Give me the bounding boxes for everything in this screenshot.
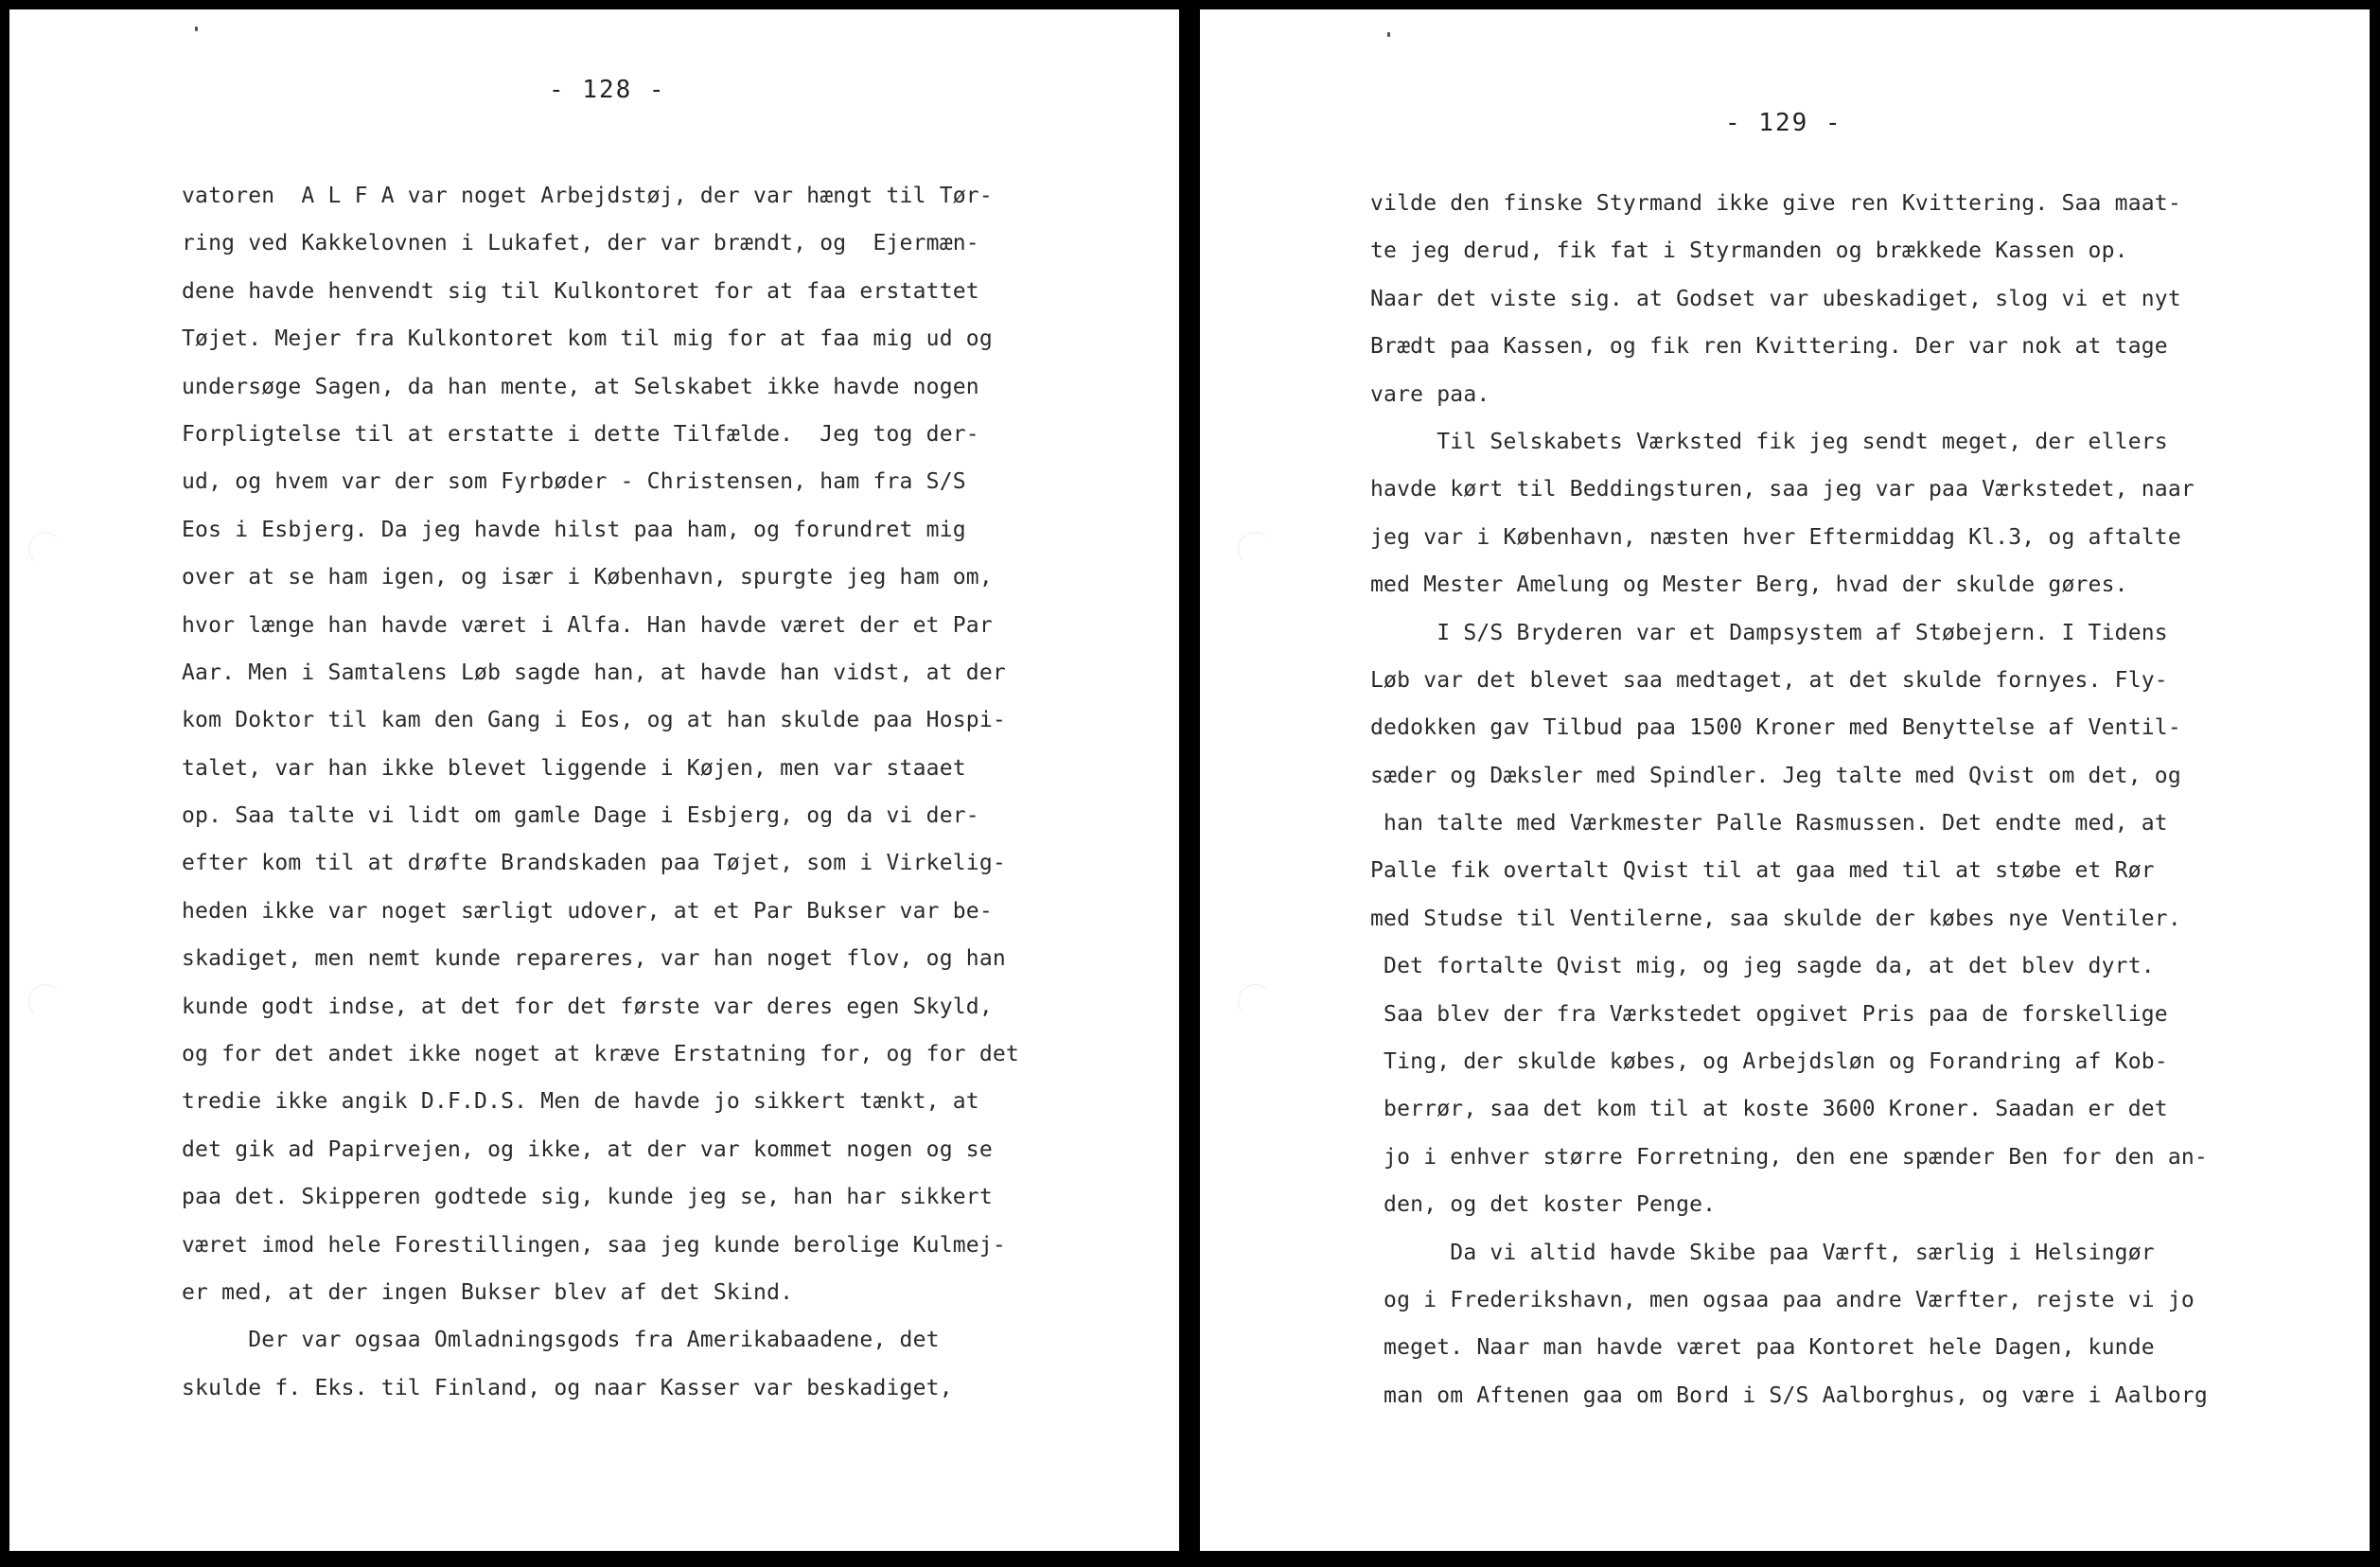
text-line: Ting, der skulde købes, og Arbejdsløn og Forandring af Kob- [1370,1049,2168,1075]
text-line: man om Aftenen gaa om Bord i S/S Aalborghus, og være i Aalborg [1370,1382,2208,1408]
typed-text-block [182,172,1019,1412]
punch-hole-mark [28,984,62,1018]
text-line: Palle fik overtalt Qvist til at gaa med til at støbe et Rør [1370,858,2155,884]
text-line: den, og det koster Penge. [1370,1192,1717,1218]
text-line: tredie ikke angik D.F.D.S. Men de havde jo sikkert tænkt, at [182,1089,979,1115]
text-line: og for det andet ikke noget at kræve Erstatning for, og for det [182,1042,1019,1067]
text-line: Saa blev der fra Værkstedet opgivet Pris paa de forskellige [1370,1001,2168,1027]
text-line: Tøjet. Mejer fra Kulkontoret kom til mig for at faa mig ud og [182,326,993,352]
text-line: paa det. Skipperen godtede sig, kunde jeg se, han har sikkert [182,1185,993,1210]
text-line: vare paa. [1370,381,1490,407]
text-line: Da vi altid havde Skibe paa Værft, særlig i Helsingør [1370,1240,2155,1265]
text-line: Til Selskabets Værksted fik jeg sendt meget, der ellers [1370,429,2168,454]
text-line: meget. Naar man havde været paa Kontoret hele Dagen, kunde [1370,1335,2155,1361]
text-line: talet, var han ikke blevet liggende i Køjen, men var staaet [182,755,966,781]
text-line: skulde f. Eks. til Finland, og naar Kasser var beskadiget, [182,1375,953,1400]
text-line: I S/S Bryderen var et Dampsystem af Støbejern. I Tidens [1370,620,2168,645]
text-line: te jeg derud, fik fat i Styrmanden og brækkede Kassen op. [1370,238,2128,264]
ink-speck [195,26,198,31]
text-line: jeg var i København, næsten hver Eftermiddag Kl.3, og aftalte [1370,524,2181,550]
typed-text-block [1370,180,2208,1419]
text-line: Aar. Men i Samtalens Løb sagde han, at havde han vidst, at der [182,660,1006,685]
page-number-text: - 12 [549,76,616,104]
page-number-text-overstrike: 8 - [615,76,666,104]
punch-hole-mark [1238,984,1272,1018]
text-line: vatoren A L F A var noget Arbejdstøj, der var hængt til Tør- [182,184,993,208]
text-line: kunde godt indse, at det for det første var deres egen Skyld, [182,994,993,1019]
text-line: op. Saa talte vi lidt om gamle Dage i Esbjerg, og da vi der- [182,803,979,829]
text-line: sæder og Dæksler med Spindler. Jeg talte med Qvist om det, og [1370,763,2181,788]
text-line: ring ved Kakkelovnen i Lukafet, der var brændt, og Ejermæn- [182,231,979,256]
text-line: med Studse til Ventilerne, saa skulde der købes nye Ventiler. [1370,906,2181,931]
text-line: Det fortalte Qvist mig, og jeg sagde da, at det blev dyrt. [1370,954,2155,979]
text-line: heden ikke var noget særligt udover, at et Par Bukser var be- [182,898,993,924]
text-line: undersøge Sagen, da han mente, at Selskabet ikke havde nogen [182,374,979,399]
text-line: Brædt paa Kassen, og fik ren Kvittering. Der var nok at tage [1370,334,2168,360]
punch-hole-mark [1238,532,1272,566]
text-line: Der var ogsaa Omladningsgods fra Amerikabaadene, det [182,1328,940,1353]
text-line: vilde den finske Styrmand ikke give ren Kvittering. Saa maat- [1370,191,2181,216]
text-line: over at se ham igen, og især i København, spurgte jeg ham om, [182,565,993,590]
text-line: det gik ad Papirvejen, og ikke, at der var kommet nogen og se [182,1136,993,1162]
text-line: Eos i Esbjerg. Da jeg havde hilst paa ham, og forundret mig [182,517,966,542]
text-line: er med, at der ingen Bukser blev af det Skind. [182,1279,794,1305]
text-line: Naar det viste sig. at Godset var ubeskadiget, slog vi et nyt [1370,286,2181,311]
page-number [549,76,666,104]
ink-speck [1387,32,1390,37]
text-line: havde kørt til Beddingsturen, saa jeg var paa Værkstedet, naar [1370,477,2195,502]
text-line: efter kom til at drøfte Brandskaden paa Tøjet, som i Virkelig- [182,851,1006,876]
text-line: jo i enhver større Forretning, den ene spænder Ben for den an- [1370,1144,2208,1170]
text-line: været imod hele Forestillingen, saa jeg kunde berolige Kulmej- [182,1232,1006,1258]
text-line: kom Doktor til kam den Gang i Eos, og at han skulde paa Hospi- [182,708,1006,733]
text-line: Forpligtelse til at erstatte i dette Tilfælde. Jeg tog der- [182,421,979,447]
text-line: og i Frederikshavn, men ogsaa paa andre Værfter, rejste vi jo [1370,1287,2195,1312]
text-line: berrør, saa det kom til at koste 3600 Kroner. Saadan er det [1370,1097,2168,1122]
text-line: ud, og hvem var der som Fyrbøder - Christensen, ham fra S/S [182,469,966,495]
text-line: med Mester Amelung og Mester Berg, hvad der skulde gøres. [1370,572,2128,598]
text-line: dedokken gav Tilbud paa 1500 Kroner med Benyttelse af Ventil- [1370,715,2181,741]
text-line: hvor længe han havde været i Alfa. Han havde været der et Par [182,612,993,638]
text-line: Løb var det blevet saa medtaget, at det skulde fornyes. Fly- [1370,667,2168,693]
text-line: dene havde henvendt sig til Kulkontoret for at faa erstattet [182,278,979,304]
left-page [9,9,1179,1551]
page-number: - 129 - [1725,109,1842,137]
punch-hole-mark [28,532,62,566]
text-line: han talte med Værkmester Palle Rasmussen. Det endte med, at [1370,811,2168,836]
text-line: skadiget, men nemt kunde repareres, var han noget flov, og han [182,946,1006,972]
right-page [1200,9,2370,1551]
